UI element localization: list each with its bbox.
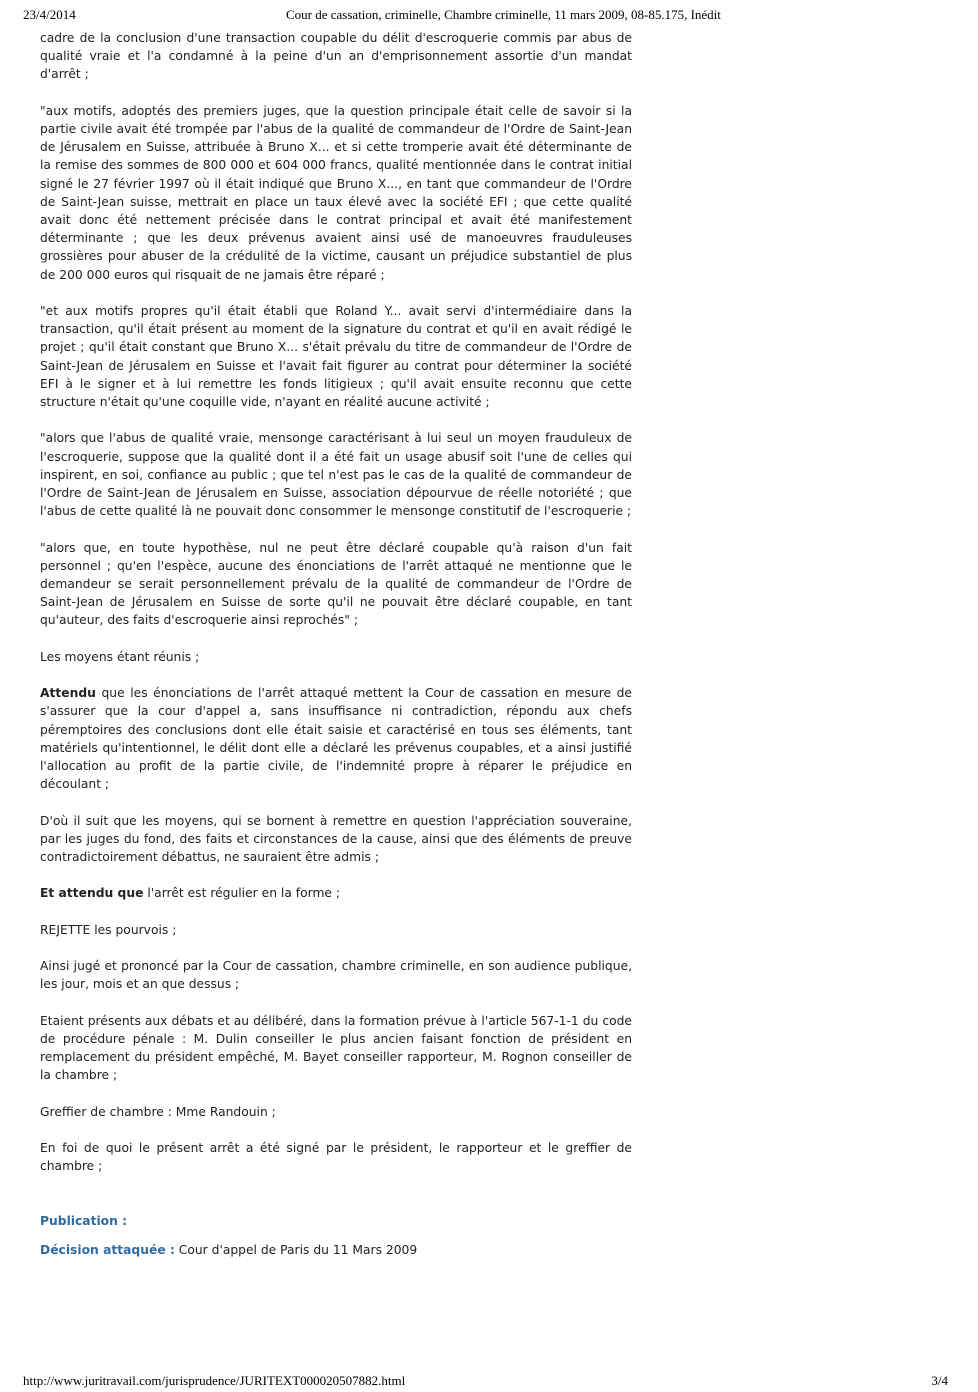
paragraph-et-attendu <box>40 884 632 902</box>
attendu-label: Attendu <box>40 686 96 701</box>
publication-line <box>40 1212 127 1230</box>
decision-value: Cour d'appel de Paris du 11 Mars 2009 <box>174 1243 418 1257</box>
paragraph: "alors que l'abus de qualité vraie, mensonge caractérisant à lui seul un moyen frauduleux de l'escroquerie, suppose que la qualité dont il a été fait un usage abusif soit l'une de celles qui inspirent, en soi, confiance au public ; que tel n'est pas le cas de la qualité de commandeur de l'Ordre de Saint-Jean de Jérusalem en Suisse, association dépourvue de réelle notoriété ; que l'abus de cette qualité là ne pouvait donc consommer le mensonge constitutif de l'escroquerie ; <box>40 431 632 519</box>
decision-line <box>40 1241 417 1259</box>
document-body <box>40 29 632 1176</box>
header-date: 23/4/2014 <box>23 7 76 22</box>
header-title: Cour de cassation, criminelle, Chambre criminelle, 11 mars 2009, 08-85.175, Inédit <box>286 7 721 22</box>
paragraph: En foi de quoi le présent arrêt a été signé par le président, le rapporteur et le greffier de chambre ; <box>40 1141 632 1174</box>
paragraph: cadre de la conclusion d'une transaction coupable du délit d'escroquerie commis par abus de qualité vraie et l'a condamné à la peine d'un an d'emprisonnement assortie d'un mandat d'arrêt ; <box>40 31 632 82</box>
paragraph: Greffier de chambre : Mme Randouin ; <box>40 1104 276 1119</box>
attendu-text: que les énonciations de l'arrêt attaqué mettent la Cour de cassation en mesure de s'assurer que la cour d'appel a, sans insuffisance ni contradiction, répondu aux chefs péremptoires des conclusions dont elle était saisie et caractérisé en tous ses éléments, tant matériels qu'intentionnel, le délit dont elle a déclaré les prévenus coupables, et a ainsi justifié l'allocation au profit de la partie civile, de l'indemnité propre à réparer le préjudice en découlant ; <box>40 686 632 792</box>
decision-label: Décision attaquée : <box>40 1243 175 1257</box>
paragraph-attendu <box>40 684 632 793</box>
paragraph-rejette: REJETTE les pourvois ; <box>40 922 177 937</box>
paragraph: Ainsi jugé et prononcé par la Cour de cassation, chambre criminelle, en son audience publique, les jour, mois et an que dessus ; <box>40 959 632 992</box>
paragraph: "et aux motifs propres qu'il était établi que Roland Y... avait servi d'intermédiaire dans la transaction, qu'il était présent au moment de la signature du contrat et qu'il en avait rédigé le projet ; qu'il était constant que Bruno X... s'était prévalu du titre de commandeur de l'Ordre de Saint-Jean de Jérusalem en Suisse et l'avait fait figurer au contrat pour déterminer la société EFI à le signer et à lui remettre les fonds litigieux ; qu'il avait ensuite reconnu que cette structure n'était qu'une coquille vide, n'ayant en réalité aucune activité ; <box>40 304 632 410</box>
paragraph: Etaient présents aux débats et au délibéré, dans la formation prévue à l'article 567-1-1 du code de procédure pénale : M. Dulin conseiller le plus ancien faisant fonction de président en remplacement du président empêché, M. Bayet conseiller rapporteur, M. Rognon conseiller de la chambre ; <box>40 1013 632 1083</box>
paragraph: D'où il suit que les moyens, qui se bornent à remettre en question l'appréciation souveraine, par les juges du fond, des faits et circonstances de la cause, ainsi que des éléments de preuve contradictoirement débattus, ne sauraient être admis ; <box>40 813 632 865</box>
footer-url[interactable]: http://www.juritravail.com/jurisprudence/JURITEXT000020507882.html <box>23 1373 406 1388</box>
paragraph: "aux motifs, adoptés des premiers juges, que la question principale était celle de savoir si la partie civile avait été trompée par l'abus de la qualité de commandeur de l'Ordre de Saint-Jean de Jérusalem en Suisse, attribuée à Bruno X... et si cette tromperie avait été déterminante de la remise des sommes de 800 000 et 604 000 francs, qualité mentionnée dans le contrat initial signé le 27 février 1997 où il était indiqué que Bruno X..., en tant que commandeur de l'Ordre de Saint-Jean suisse, mettrait en place un taux élevé avec la société EFI ; que cette qualité avait donc été nettement précisée dans le contrat principal et avait été manifestement déterminante ; que les deux prévenus avaient ainsi usé de manoeuvres frauduleuses grossières pour abuser de la crédulité de la victime, causant un préjudice substantiel de plus de 200 000 euros qui risquait de ne jamais être réparé ; <box>40 103 632 282</box>
publication-label: Publication : <box>40 1214 128 1228</box>
paragraph: "alors que, en toute hypothèse, nul ne peut être déclaré coupable qu'à raison d'un fait personnel ; qu'en l'espèce, aucune des énonciations de l'arrêt attaqué ne mentionne que le demandeur se serait personnellement prévalu de la qualité de commandeur de l'Ordre de Saint-Jean de Jérusalem en Suisse de sorte qu'il ne pouvait être déclaré coupable, en tant qu'auteur, des faits d'escroquerie ainsi reprochés" ; <box>40 540 632 628</box>
et-attendu-text: l'arrêt est régulier en la forme ; <box>143 886 341 901</box>
footer-page-number: 3/4 <box>931 1373 948 1388</box>
paragraph: Les moyens étant réunis ; <box>40 649 200 664</box>
et-attendu-label: Et attendu que <box>40 886 144 901</box>
